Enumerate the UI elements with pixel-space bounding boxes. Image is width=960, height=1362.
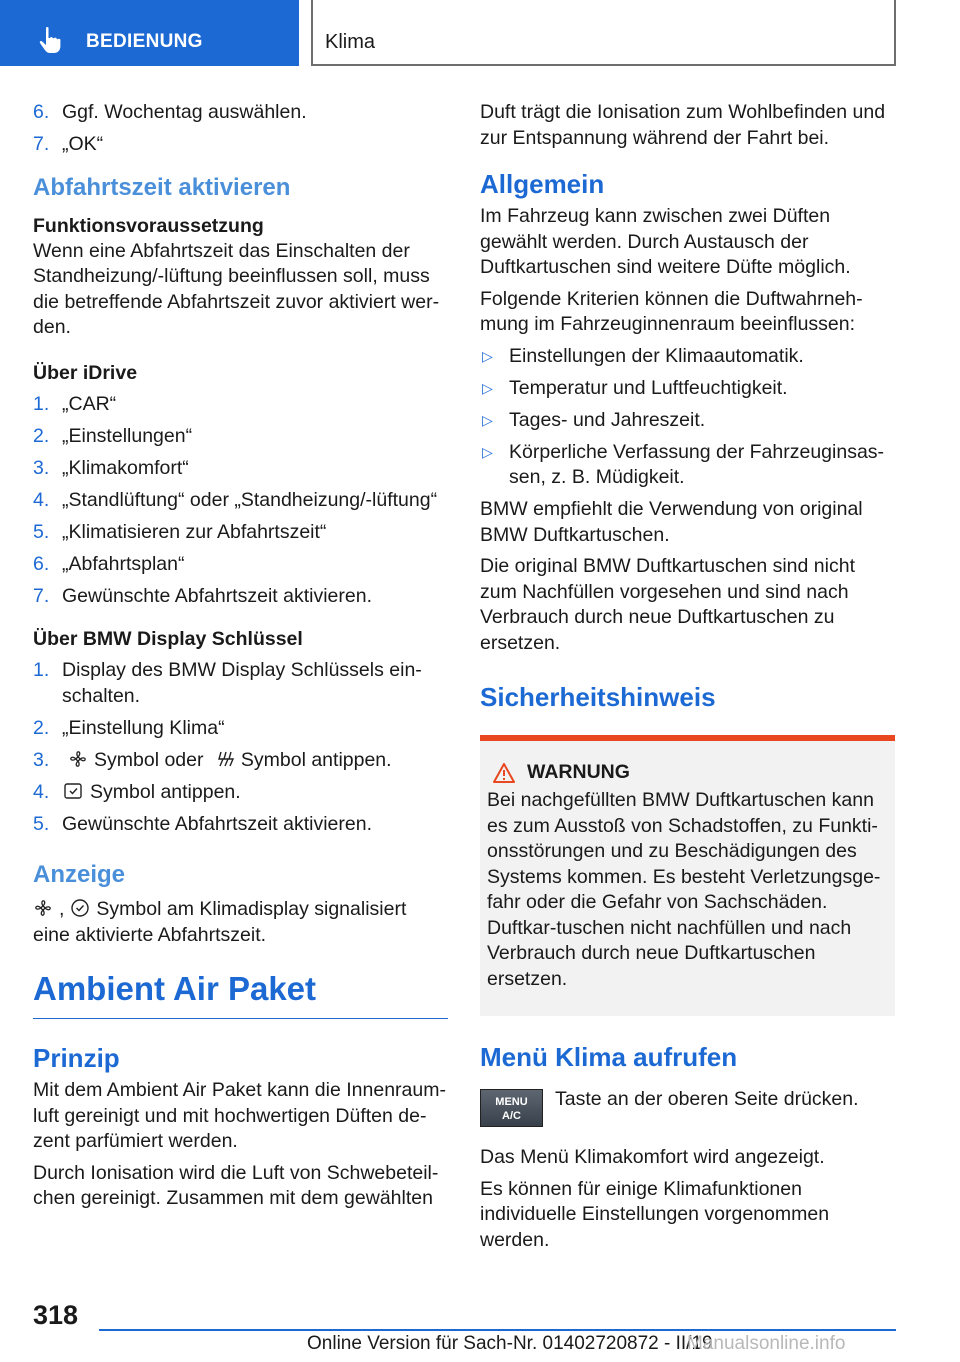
anzeige-paragraph: , Symbol am Klimadisplay signalisiert eine aktivierte Abfahrtszeit. [33, 898, 407, 946]
paragraph: Wenn eine Abfahrtszeit das Einschalten der Standheizung/-lüftung beeinflussen soll, muss die betreffende Abfahrtszeit zuvor aktiviert wer-den. [33, 239, 440, 338]
list-item: 4. Symbol antippen. [33, 780, 241, 803]
watermark: Manualsonline.info [687, 1333, 846, 1354]
heading-idrive: Über iDrive [33, 361, 138, 384]
list-item: 5. „Klimatisieren zur Abfahrtszeit“ [33, 520, 327, 543]
page-number: 318 [33, 1300, 79, 1330]
paragraph: Im Fahrzeug kann zwischen zwei Düften gewählt werden. Durch Austausch der Duftkartuschen sind weitere Düfte möglich. [480, 205, 851, 278]
heading-anzeige: Anzeige [33, 861, 126, 888]
warning-triangle-icon [493, 763, 515, 783]
menu-ac-button-image: MENU A/C [480, 1089, 543, 1127]
triangle-bullet-icon: ▷ [482, 379, 493, 396]
warning-text: Bei nachgefüllten BMW Duftkartuschen kann es zum Ausstoß von Schadstoffen, zu Funkti-onsstörungen und zu Beschädigungen des Systems kommen. Es besteht Verletzungsge-fahr oder die Gefahr von Sachschäden. Duftkar-tuschen nicht nachfüllen und nach Verbrauch durch neue Duftkartuschen ersetzen. [487, 789, 881, 990]
warning-title: WARNUNG [527, 761, 630, 783]
list-item: 7. Gewünschte Abfahrtszeit aktivieren. [33, 584, 372, 607]
footer-divider [99, 1329, 896, 1331]
step-number: 6. [33, 101, 50, 123]
list-item: ▷ Tages- und Jahreszeit. [480, 408, 895, 434]
step-number: 7. [33, 133, 50, 155]
paragraph: Das Menü Klimakomfort wird angezeigt. [480, 1146, 825, 1168]
list-item: ▷ Temperatur und Luftfeuchtigkeit. [480, 376, 895, 402]
ventilation-icon [215, 749, 235, 769]
paragraph: Taste an der oberen Seite drücken. [555, 1088, 859, 1110]
list-item: 3. „Klimakomfort“ [33, 456, 189, 479]
footer-text: Online Version für Sach-Nr. 01402720872 - II/19 [307, 1333, 713, 1354]
left-column [33, 100, 448, 1218]
list-item: 2. „Einstellung Klima“ [33, 716, 225, 739]
list-item: 6. „Abfahrtsplan“ [33, 552, 185, 575]
steps-continued-list [33, 100, 448, 158]
list-item: 1. Display des BMW Display Schlüssels ein-schalten. [33, 659, 422, 707]
paragraph: Die original BMW Duftkartuschen sind nicht zum Nachfüllen vorgesehen und sind nach Verbrauch durch neue Duftkartuschen zu ersetzen. [480, 555, 855, 654]
fan-icon [33, 898, 53, 918]
triangle-bullet-icon: ▷ [482, 347, 493, 364]
chapter-title: Klima [325, 31, 376, 53]
warning-header [493, 761, 888, 784]
right-column [480, 100, 895, 1259]
list-item: ▷ Körperliche Verfassung der Fahrzeuginsas-sen, z. B. Müdigkeit. [482, 440, 885, 488]
list-item: 1. „CAR“ [33, 392, 117, 415]
header-title-frame [311, 0, 896, 66]
list-item: 4. „Standlüftung“ oder „Standheizung/-lüftung“ [33, 488, 438, 511]
list-item: 3. Symbol oder Symbol antippen. [33, 748, 392, 771]
section-label: BEDIENUNG [86, 31, 203, 52]
paragraph: Mit dem Ambient Air Paket kann die Innenraum-luft gereinigt und mit hochwertigen Düften de-zent parfümiert werden. [33, 1079, 446, 1152]
heading-sicherheitshinweis: Sicherheitshinweis [480, 682, 716, 712]
list-item: 6. Ggf. Wochentag auswählen. [33, 100, 448, 126]
heading-abfahrtszeit: Abfahrtszeit aktivieren [33, 173, 291, 201]
paragraph: BMW empfiehlt die Verwendung von original BMW Duftkartuschen. [480, 498, 863, 546]
paragraph: Folgende Kriterien können die Duftwahrneh-mung im Fahrzeuginnenraum beeinflussen: [480, 287, 863, 335]
list-item: 2. „Einstellungen“ [33, 424, 193, 447]
heading-funktionsvoraussetzung: Funktionsvoraussetzung [33, 214, 264, 237]
heading-allgemein: Allgemein [480, 169, 605, 199]
heading-prinzip: Prinzip [33, 1043, 120, 1073]
list-item: ▷ Einstellungen der Klimaautomatik. [480, 344, 895, 370]
list-item: 5. Gewünschte Abfahrtszeit aktivieren. [33, 812, 372, 835]
heading-ambient-air: Ambient Air Paket [33, 970, 448, 1019]
warning-box [480, 735, 895, 1016]
triangle-bullet-icon: ▷ [482, 443, 493, 460]
paragraph: Durch Ionisation wird die Luft von Schwebeteil-chen gereinigt. Zusammen mit dem gewählten [33, 1161, 439, 1209]
header-section-tab [0, 0, 299, 66]
timer-check-icon [62, 781, 84, 801]
paragraph: Duft trägt die Ionisation zum Wohlbefinden und zur Entspannung während der Fahrt bei. [480, 101, 886, 149]
idrive-steps-list [33, 392, 448, 610]
fan-icon [68, 749, 88, 769]
list-item: 7. „OK“ [33, 132, 448, 158]
triangle-bullet-icon: ▷ [482, 411, 493, 428]
menu-button-row [480, 1087, 895, 1127]
heading-display-key: Über BMW Display Schlüssel [33, 628, 303, 650]
criteria-list [480, 344, 895, 491]
clock-check-icon [70, 898, 90, 918]
heading-menu-klima: Menü Klima aufrufen [480, 1042, 738, 1072]
hand-pointer-icon [38, 26, 62, 54]
paragraph: Es können für einige Klimafunktionen individuelle Einstellungen vorgenommen werden. [480, 1177, 830, 1251]
display-key-steps-list [33, 658, 448, 837]
